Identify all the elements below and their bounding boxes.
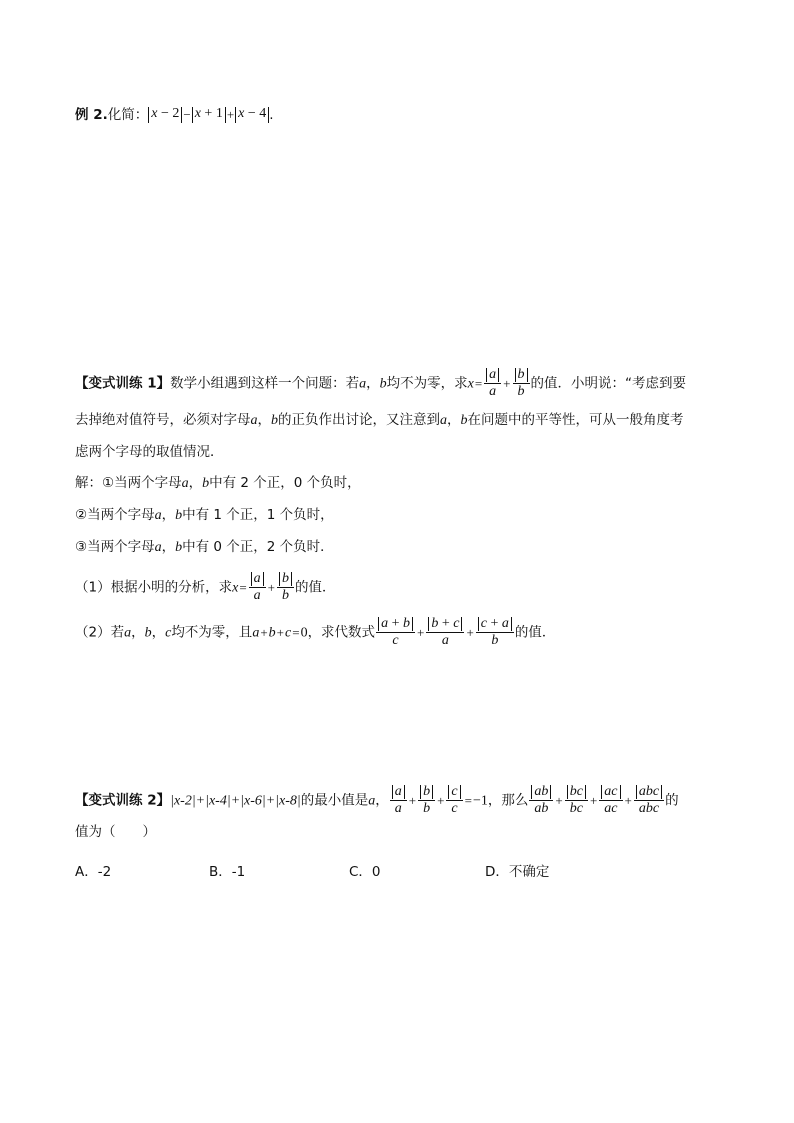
variant1-line3: 虑两个字母的取值情况． [75, 444, 224, 460]
solution-case-2: ②当两个字母a，b中有 1 个正，1 个负时， [75, 507, 334, 523]
abs-x-minus-2: x − 2 [148, 107, 182, 123]
example-2: 例 2.化简： x − 2 − x + 1 + x − 4 . [75, 106, 274, 123]
frac-abs-b-over-b: $\frac{b}{b}$ [513, 368, 530, 399]
solution-case-1: 解：①当两个字母a，b中有 2 个正，0 个负时， [75, 475, 361, 491]
example-label: 例 2. [75, 107, 108, 123]
option-a[interactable]: A．-2 [75, 864, 112, 880]
variant2-line2: 值为（ ） [75, 824, 156, 840]
question-2: （2）若a，b，c均不为零，且a+b+c=0，求代数式 $\frac{a + b}{c}$ + $\frac{b + c}{a}$ + $\frac{c + a}{b}$ 的值． [75, 616, 556, 649]
solution-case-3: ③当两个字母a，b中有 0 个正，2 个负时． [75, 539, 334, 555]
example-text: 化简： [107, 107, 149, 123]
frac-abs-a-over-a: $\frac{a}{a}$ [484, 368, 501, 399]
option-b[interactable]: B．-1 [209, 864, 246, 880]
abs-x-minus-4: x − 4 [235, 107, 269, 123]
variant2-tag: 【变式训练 2】 [75, 792, 171, 809]
variant1-line1: 【变式训练 1】数学小组遇到这样一个问题：若a，b均不为零，求x= $\frac{a}{a}$ + $\frac{b}{b}$ 的值．小明说：“考虑到要 [75, 367, 686, 400]
variant2-expression: |x-2|+|x-4|+|x-6|+|x-8| [170, 793, 301, 809]
answer-options [75, 860, 715, 880]
question-1: （1）根据小明的分析，求x= $\frac{a}{a}$ + $\frac{b}{b}$ 的值． [75, 571, 336, 604]
variant1-tag: 【变式训练 1】 [75, 375, 171, 392]
variant2-line1: 【变式训练 2】|x-2|+|x-4|+|x-6|+|x-8|的最小值是a， $\frac{a}{a}$ + $\frac{b}{b}$ + $\frac{c}{c}$ =−1，那么 $\frac{ab}{ab}$ + $\frac{bc}{bc}$ + $\frac{ac}{ac}$ + $\frac{\text{abc}}{\text{abc}}$ 的 [75, 784, 679, 817]
variant1-line2: 去掉绝对值符号，必须对字母a，b的正负作出讨论，又注意到a，b在问题中的平等性，可从一般角度考 [75, 412, 684, 428]
option-d[interactable]: D．不确定 [485, 864, 550, 880]
abs-x-plus-1: x + 1 [192, 107, 226, 123]
option-c[interactable]: C．0 [349, 864, 381, 880]
